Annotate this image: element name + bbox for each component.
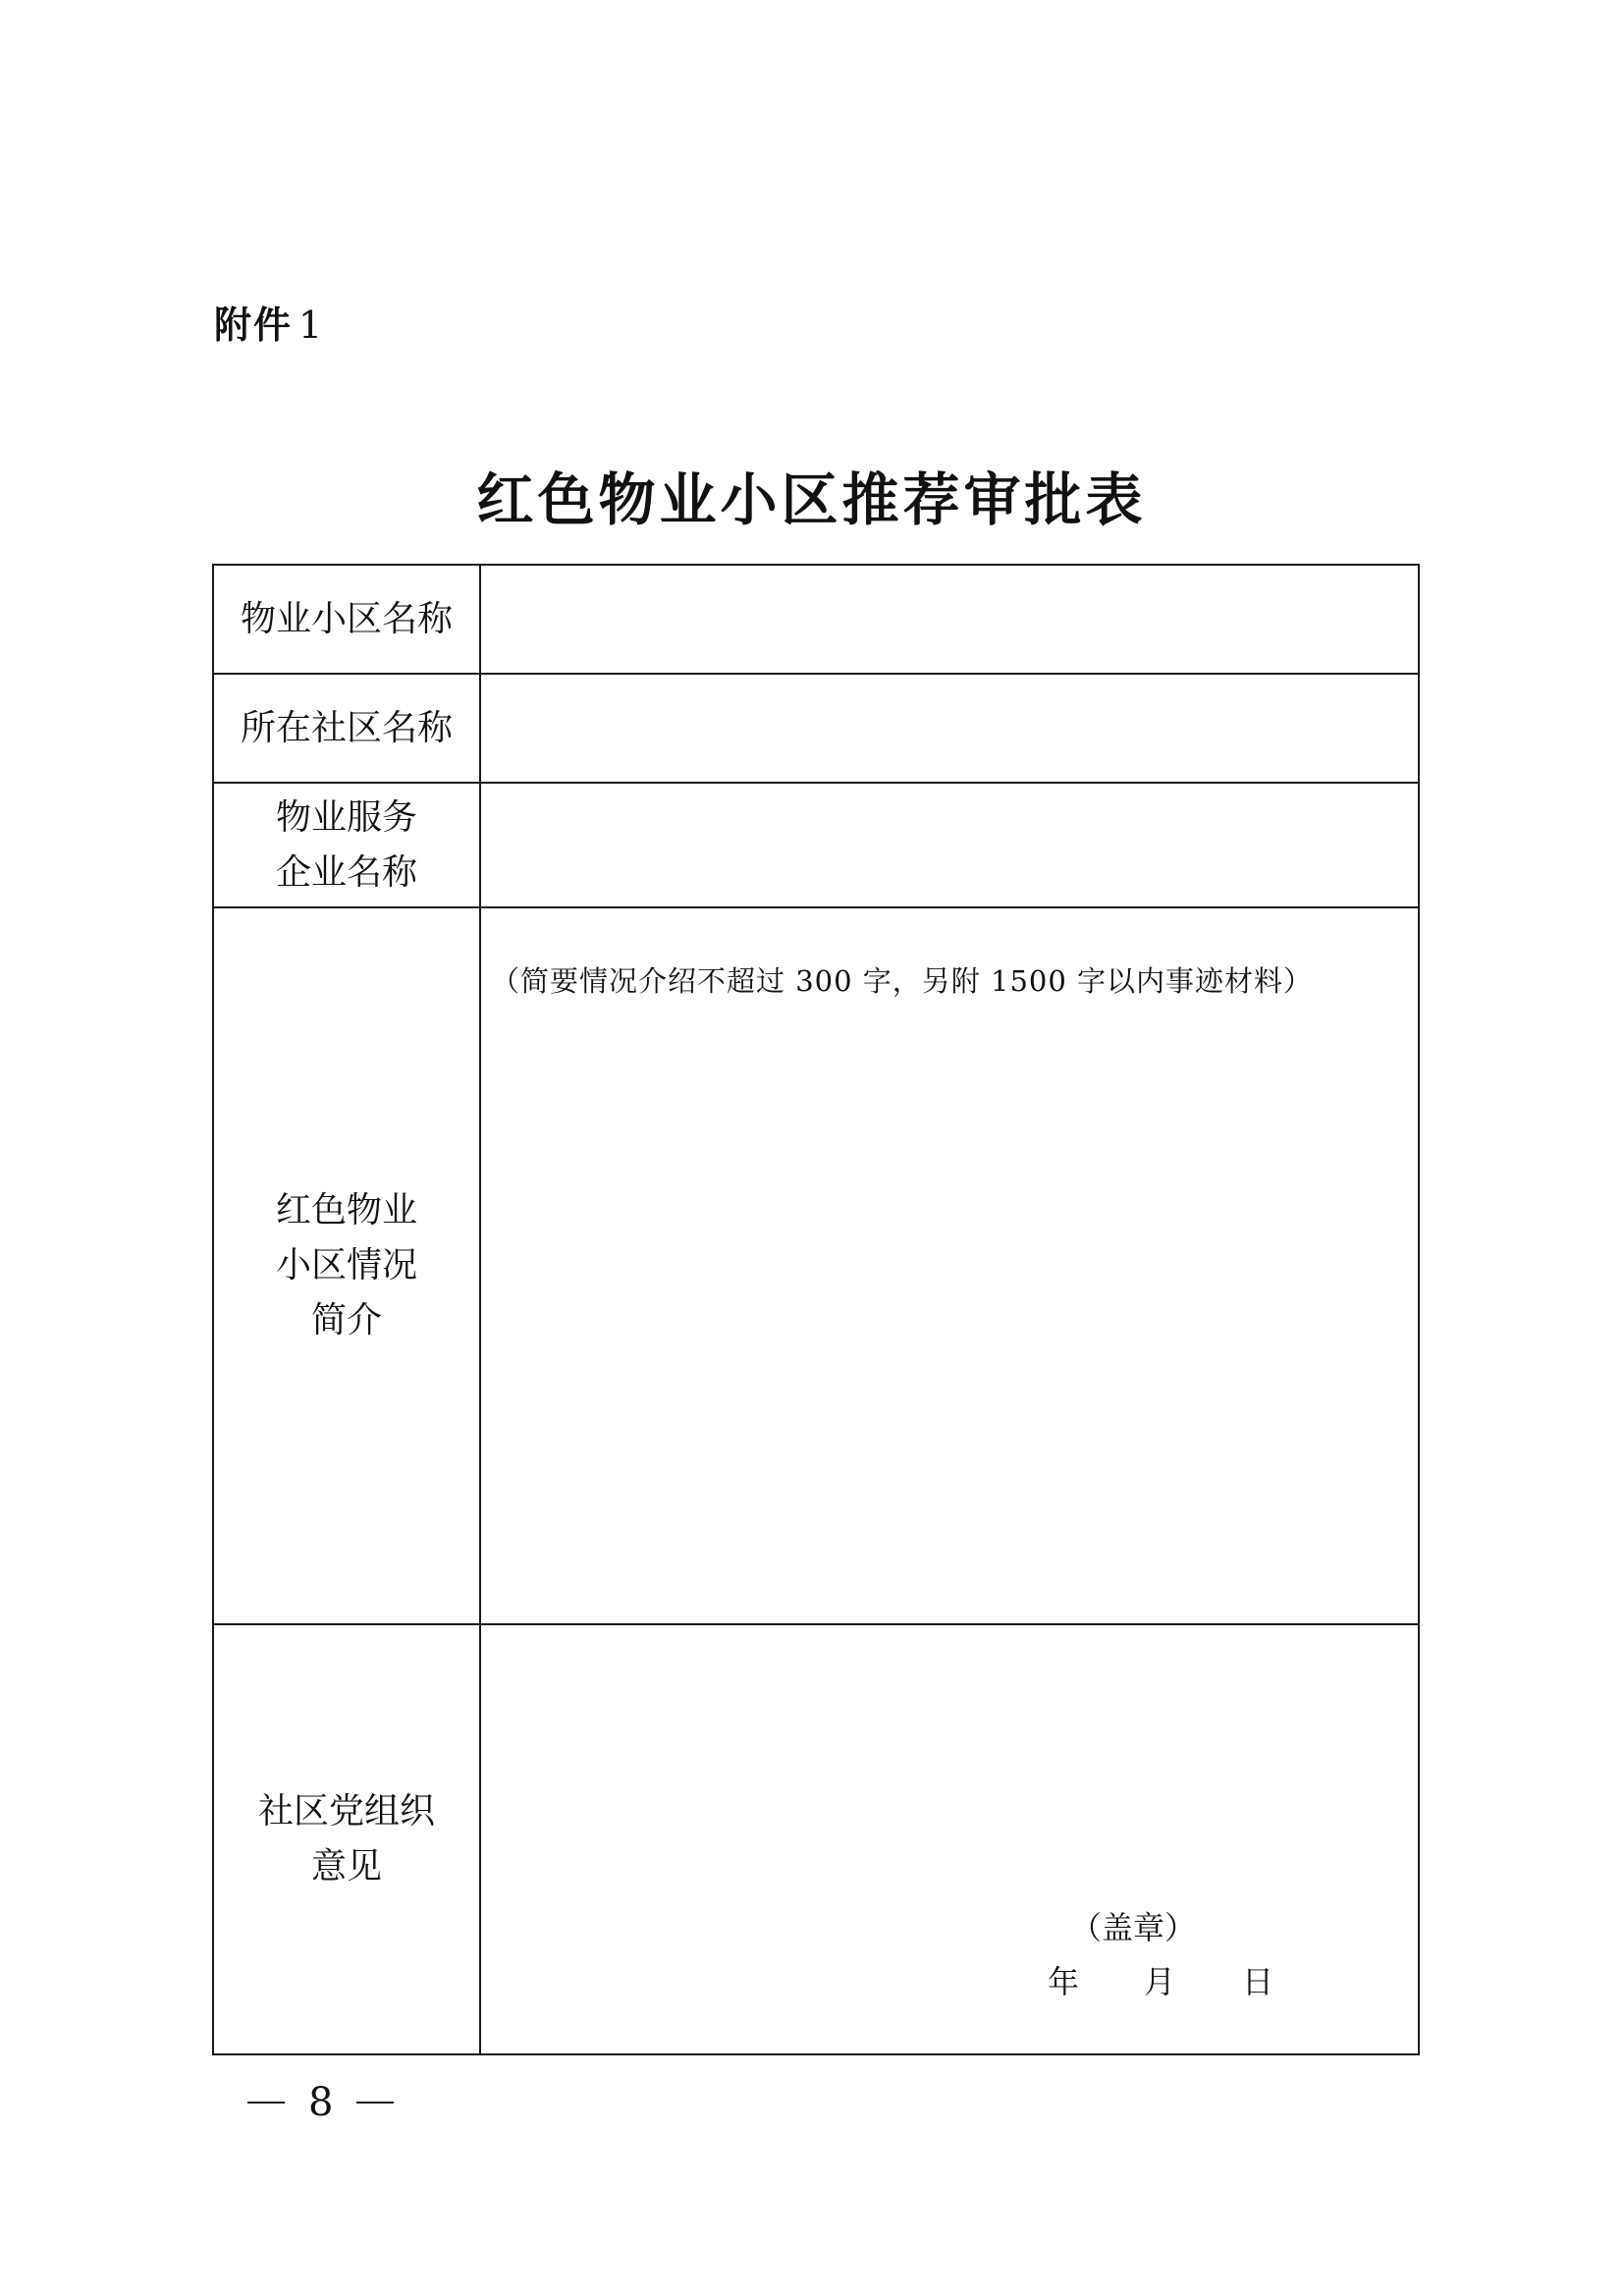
page-number-right-dash bbox=[356, 2102, 394, 2104]
introduction-label-line-1: 红色物业 bbox=[275, 1190, 417, 1230]
date-month-label: 月 bbox=[1144, 1963, 1176, 2000]
attachment-number: 1 bbox=[298, 303, 325, 347]
property-name-field[interactable] bbox=[480, 565, 1419, 674]
enterprise-name-label-line-2: 企业名称 bbox=[275, 851, 417, 893]
enterprise-name-field[interactable] bbox=[480, 783, 1419, 907]
community-name-label-line: 所在社区名称 bbox=[240, 707, 453, 748]
attachment-label bbox=[214, 295, 324, 349]
party-opinion-label-line-2: 意见 bbox=[310, 1846, 382, 1886]
table-row-enterprise-name bbox=[213, 783, 1419, 907]
page-title: 红色物业小区推荐审批表 bbox=[476, 466, 1147, 533]
table-row-introduction bbox=[213, 907, 1419, 1624]
community-name-field[interactable] bbox=[480, 674, 1419, 783]
party-opinion-label bbox=[213, 1624, 480, 2054]
introduction-hint: （简要情况介绍不超过 300 字，另附 1500 字以内事迹材料） bbox=[491, 964, 1314, 998]
table-row-community-name bbox=[213, 674, 1419, 783]
community-name-label bbox=[213, 674, 480, 783]
party-opinion-label-line-1: 社区党组织 bbox=[257, 1791, 435, 1831]
table-row-property-name bbox=[213, 565, 1419, 674]
introduction-label bbox=[213, 907, 480, 1624]
page-number-left-dash bbox=[247, 2102, 285, 2104]
page-number-value: 8 bbox=[308, 2080, 334, 2125]
approval-form-table bbox=[212, 564, 1420, 2055]
introduction-field[interactable] bbox=[480, 907, 1419, 1624]
enterprise-name-label bbox=[213, 783, 480, 907]
property-name-label-line: 物业小区名称 bbox=[240, 598, 453, 639]
seal-note: （盖章） bbox=[1070, 1909, 1197, 1946]
enterprise-name-label-line-1: 物业服务 bbox=[275, 796, 417, 838]
property-name-label bbox=[213, 565, 480, 674]
page-number bbox=[247, 2080, 394, 2125]
introduction-label-line-3: 简介 bbox=[310, 1300, 382, 1340]
date-year-label: 年 bbox=[1048, 1963, 1080, 2000]
introduction-label-line-2: 小区情况 bbox=[275, 1245, 417, 1285]
party-opinion-field[interactable] bbox=[480, 1624, 1419, 2054]
table-row-party-opinion bbox=[213, 1624, 1419, 2054]
date-day-label: 日 bbox=[1242, 1963, 1274, 2000]
attachment-label-text: 附件 bbox=[214, 303, 294, 347]
